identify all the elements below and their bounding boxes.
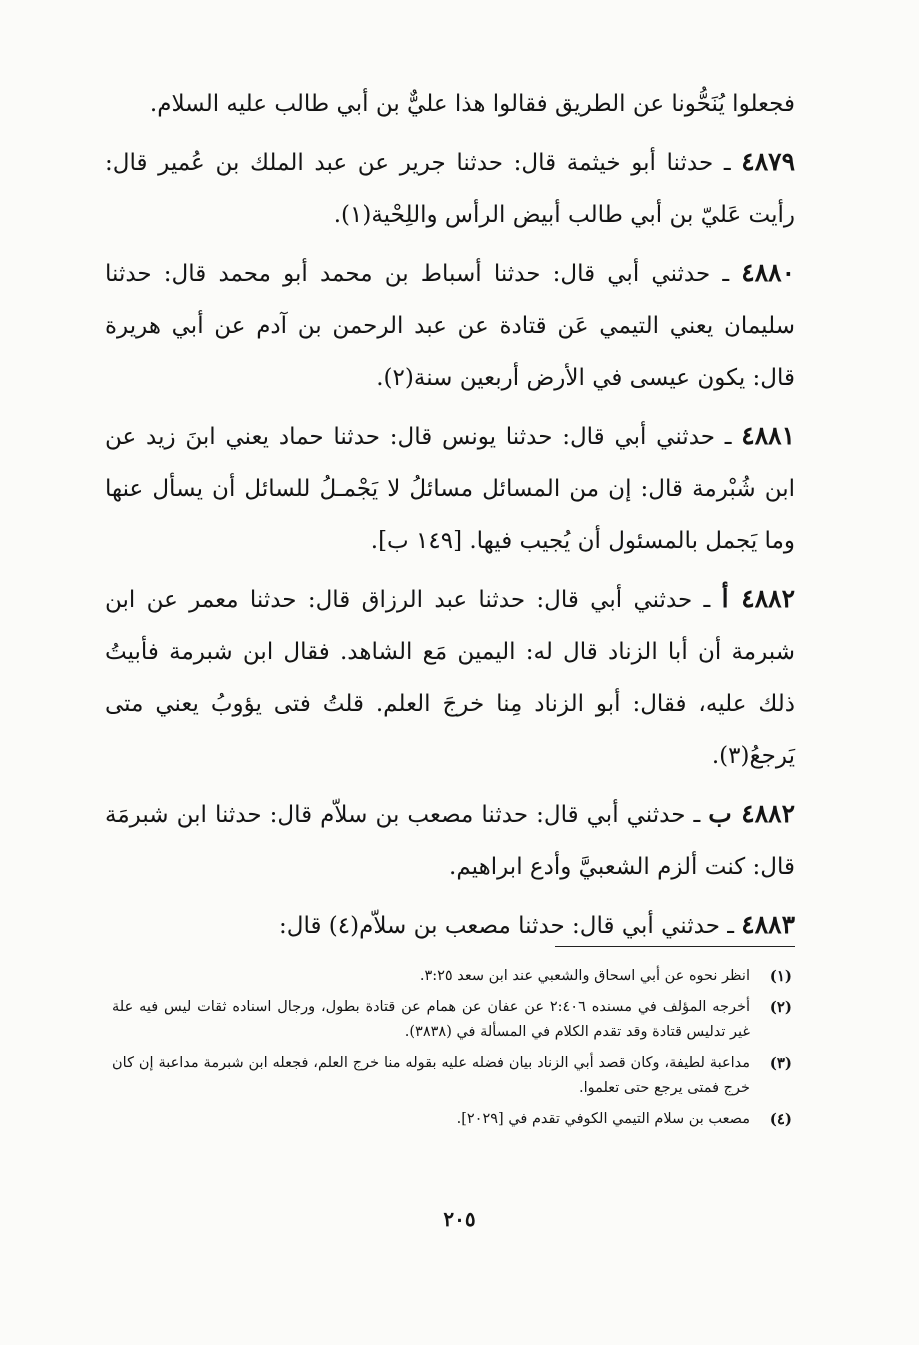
- footnote-divider: [555, 946, 795, 947]
- hadith-number: ٤٨٨١: [741, 421, 796, 450]
- hadith-4881: [105, 410, 795, 567]
- paragraph-text: ـ حدثني أبي قال: حدثنا أسباط بن محمد أبو محمد قال: حدثنا سليمان يعني التيمي عَن قتادة عن عبد الرحمن بن آدم عن أبي هريرة قال: يكون عيسى في الأرض أربعين سنة(٢).: [105, 261, 795, 391]
- paragraph-text: ـ حدثنا أبو خيثمة قال: حدثنا جرير عن عبد الملك بن عُمير قال: رأيت عَليّ بن أبي طالب أبيض الرأس واللِحْية(١).: [105, 150, 795, 228]
- paragraph-text: ـ حدثني أبي قال: حدثنا مصعب بن سلاّم(٤) قال:: [279, 913, 734, 939]
- paragraph-continuation: [105, 78, 795, 130]
- footnote-mark: (٤): [769, 1110, 792, 1128]
- hadith-number: ٤٨٨٣: [741, 910, 795, 939]
- hadith-number: ٤٨٨٢ أ: [721, 584, 796, 613]
- footnote-mark: (٣): [769, 1054, 792, 1072]
- footnote-text: مداعبة لطيفة، وكان قصد أبي الزناد بيان فضله عليه بقوله منا خرج العلم، فجعله ابن شبرمة مداعبة إن كان خرج فمتى يرجع حتى تعلموا.: [112, 1055, 750, 1096]
- hadith-4883: [105, 899, 795, 952]
- hadith-4882a: [105, 573, 795, 782]
- hadith-number: ٤٨٨٢ ب: [708, 799, 795, 828]
- hadith-4879: [105, 136, 795, 241]
- footnote-3: [112, 1051, 792, 1101]
- page-number: ٢٠٥: [443, 1207, 476, 1231]
- footnote-mark: (٢): [769, 998, 792, 1016]
- footnote-text: أخرجه المؤلف في مسنده ٢:٤٠٦ عن عفان عن همام عن قتادة بطول، ورجال اسناده ثقات ليس فيه علة غير تدليس قتادة وقد تقدم الكلام في المسألة في (٣٨٣٨).: [112, 999, 751, 1040]
- hadith-4882b: [105, 788, 795, 893]
- footnotes: [112, 964, 792, 1138]
- paragraph-text: ـ حدثني أبي قال: حدثنا عبد الرزاق قال: حدثنا معمر عن ابن شبرمة أن أبا الزناد قال له: اليمين مَع الشاهد. فقال ابن شبرمة فأبيتُ ذلك عليه، فقال: أبو الزناد مِنا خرجَ العلم. قلتُ فتى يؤوبُ يعني متى يَرجعُ(٣).: [105, 587, 795, 769]
- footnote-text: انظر نحوه عن أبي اسحاق والشعبي عند ابن سعد ٣:٢٥.: [419, 968, 750, 984]
- paragraph-text: فجعلوا يُنَحُّونا عن الطريق فقالوا هذا عليٌّ بن أبي طالب عليه السلام.: [149, 91, 795, 117]
- footnote-text: مصعب بن سلام التيمي الكوفي تقدم في [٢٠٢٩].: [456, 1111, 750, 1127]
- hadith-4880: [105, 247, 795, 404]
- hadith-number: ٤٨٨٠: [741, 258, 795, 287]
- footnote-4: [112, 1107, 792, 1132]
- main-text: [105, 78, 795, 958]
- paragraph-text: ـ حدثني أبي قال: حدثنا يونس قال: حدثنا حماد يعني ابنَ زيد عن ابن شُبْرمة قال: إن من المسائل مسائلُ لا يَجْمـلُ للسائل أن يسأل عنها وما يَجمل بالمسئول أن يُجيب فيها. [١٤٩ ب].: [105, 424, 795, 554]
- footnote-mark: (١): [769, 967, 792, 985]
- footnote-2: [112, 995, 792, 1045]
- footnote-1: [112, 964, 792, 989]
- paragraph-text: ـ حدثني أبي قال: حدثنا مصعب بن سلاّم قال: حدثنا ابن شبرمَة قال: كنت ألزم الشعبيَّ وأدع ابراهيم.: [105, 802, 795, 880]
- hadith-number: ٤٨٧٩: [741, 147, 795, 176]
